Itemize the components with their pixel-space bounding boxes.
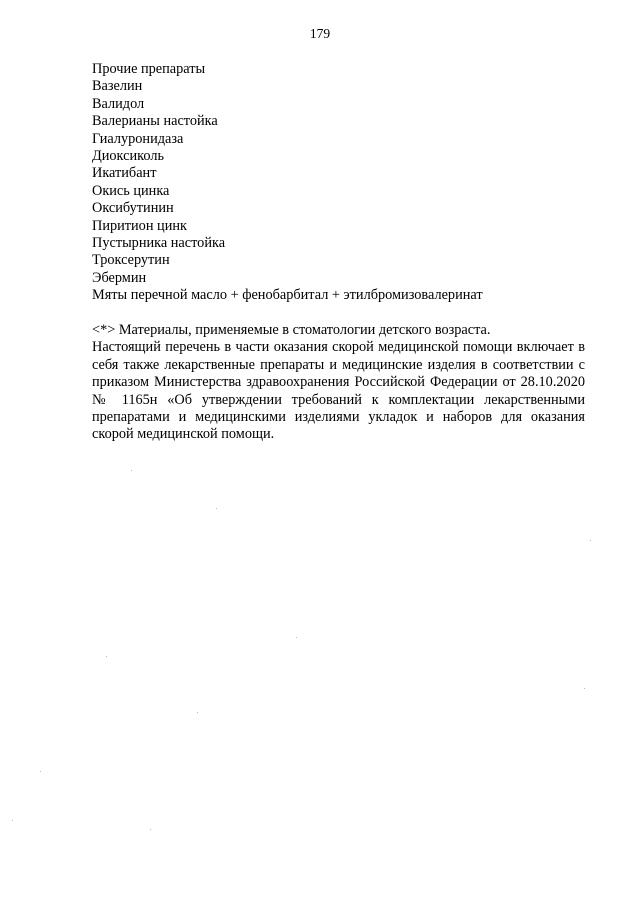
list-item: Вазелин — [92, 78, 143, 95]
drug-list — [92, 61, 483, 305]
list-item: Пиритион цинк — [92, 217, 187, 234]
list-item: Окись цинка — [92, 182, 170, 199]
list-item: Гиалуронидаза — [92, 130, 184, 147]
notes-section — [92, 322, 585, 444]
scan-speck — [590, 540, 591, 541]
list-item: Эбермин — [92, 269, 147, 286]
scan-speck — [12, 820, 13, 821]
list-item: Икатибант — [92, 165, 157, 182]
scan-speck — [106, 656, 107, 657]
scan-speck — [296, 637, 297, 638]
scan-speck — [584, 688, 585, 689]
list-item: Пустырника настойка — [92, 235, 226, 252]
scan-speck — [150, 829, 151, 830]
list-item: Мяты перечной масло + фенобарбитал + этилбромизовалеринат — [92, 287, 483, 304]
scan-speck — [40, 771, 41, 772]
list-item: Прочие препараты — [92, 61, 206, 77]
scan-speck — [131, 470, 132, 471]
note-paragraph: Настоящий перечень в части оказания скорой медицинской помощи включает в себя также лекарственные препараты и медицинские изделия в соответствии с приказом Министерства здравоохранения Российской Федерации от 28.10.2020 № 1165н «Об утверждении требований к комплектации лекарственными препаратами и медицинскими изделиями укладок и наборов для оказания скорой медицинской помощи. — [92, 339, 585, 443]
list-item: Валидол — [92, 95, 145, 112]
list-item: Валерианы настойка — [92, 113, 218, 130]
list-item: Диоксиколь — [92, 148, 164, 165]
list-item: Троксерутин — [92, 252, 170, 269]
scan-speck — [197, 712, 198, 713]
footnote: <*> Материалы, применяемые в стоматологии детского возраста. — [92, 322, 491, 338]
page-number: 179 — [309, 26, 331, 41]
list-item: Оксибутинин — [92, 200, 174, 217]
scan-speck — [216, 508, 217, 509]
